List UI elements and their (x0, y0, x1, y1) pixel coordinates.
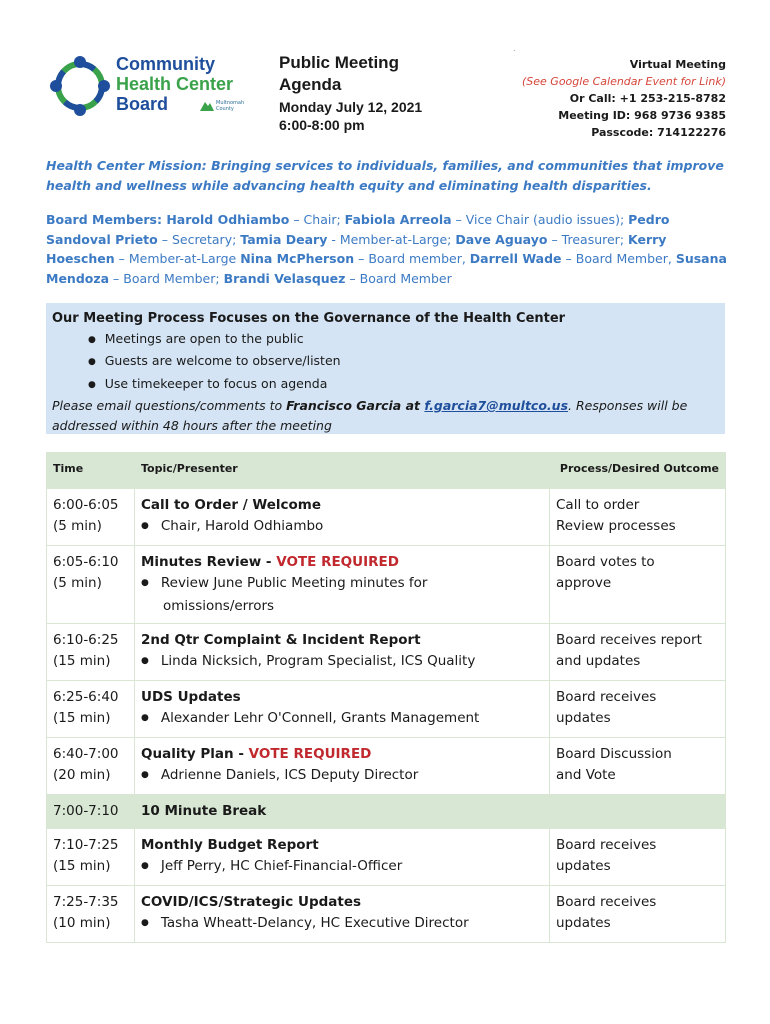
member-name: Dave Aguayo (455, 231, 548, 247)
topic-text: 2nd Qtr Complaint & Incident Report (141, 632, 421, 648)
row-presenter: ● Jeff Perry, HC Chief-Financial-Officer (141, 856, 543, 879)
stray-mark: . (513, 44, 516, 53)
row-time: 6:05-6:10 (53, 554, 119, 570)
row-topic (141, 495, 543, 516)
agenda-table (46, 452, 726, 943)
member-name: Harold Odhiambo (166, 212, 290, 227)
row-duration: (5 min) (53, 575, 102, 591)
row-presenter: ● Linda Nicksich, Program Specialist, ICS Quality (141, 651, 543, 674)
row-outcome: updates (556, 710, 611, 726)
member-role: – Vice Chair (audio issues); (451, 212, 629, 227)
virtual-label: Virtual Meeting (629, 58, 726, 71)
break-row (47, 795, 726, 829)
email-pre: Please email questions/comments to (52, 398, 287, 413)
member-name: Tamia Deary (240, 231, 328, 247)
member-name: Susana Mendoza (46, 251, 727, 286)
row-outcome: Board receives report (556, 632, 702, 648)
member-role: – Treasurer; (547, 231, 629, 247)
row-presenter: ● Adrienne Daniels, ICS Deputy Director (141, 765, 543, 788)
title-line-1: Public Meeting (279, 53, 399, 72)
row-outcome: Review processes (556, 518, 676, 534)
member-role: – Board Member (345, 270, 452, 286)
process-list (52, 329, 719, 397)
row-time: 7:25-7:35 (53, 894, 119, 910)
topic-text: Minutes Review - (141, 554, 277, 570)
table-row (47, 886, 726, 943)
row-presenter: ● Tasha Wheatt-Delancy, HC Executive Director (141, 913, 543, 936)
meeting-date: Monday July 12, 2021 (279, 99, 423, 115)
email-post: . Responses will be addressed within 48 hours after the meeting (52, 398, 688, 433)
header-topic: Topic/Presenter (135, 453, 550, 489)
row-outcome: and Vote (556, 767, 616, 783)
member-name: Kerry Hoeschen (46, 231, 667, 266)
row-topic (141, 744, 543, 765)
member-role: – Chair; (289, 212, 345, 227)
email-link[interactable]: f.garcia7@multco.us (424, 398, 569, 413)
logo-line-2: Health Center (116, 74, 234, 94)
table-row (47, 624, 726, 681)
logo-line-3: Board (116, 94, 169, 114)
row-time: 6:10-6:25 (53, 632, 119, 648)
email-instructions (52, 396, 719, 435)
member-name: Pedro Sandoval Prieto (46, 212, 670, 247)
member-role: – Secretary; (157, 231, 241, 247)
header-outcome: Process/Desired Outcome (550, 453, 726, 489)
row-topic: COVID/ICS/Strategic Updates (141, 894, 362, 910)
member-role: – Board member, (354, 251, 470, 266)
row-duration: (5 min) (53, 518, 102, 534)
county-logo-text: Multnomah County (216, 100, 245, 112)
member-role: – Board Member, (561, 251, 676, 266)
row-outcome: Board receives (556, 837, 657, 853)
row-duration: (20 min) (53, 767, 111, 783)
table-row (47, 681, 726, 738)
row-time: 7:10-7:25 (53, 837, 119, 853)
row-time: 6:25-6:40 (53, 689, 119, 705)
community-circle-icon (48, 54, 112, 118)
row-time: 6:40-7:00 (53, 746, 119, 762)
board-label: Board Members: (46, 212, 167, 227)
row-duration: (15 min) (53, 710, 111, 726)
title-block (279, 52, 479, 134)
meeting-process-box (46, 303, 725, 434)
member-role: – Board Member; (109, 270, 224, 286)
row-outcome: approve (556, 575, 612, 591)
row-outcome: and updates (556, 653, 641, 669)
board-members (46, 210, 736, 288)
member-name: Fabiola Arreola (344, 212, 452, 227)
process-heading: Our Meeting Process Focuses on the Governance of the Health Center (52, 311, 566, 326)
vote-required: VOTE REQUIRED (248, 746, 372, 762)
break-time: 7:00-7:10 (47, 795, 135, 829)
row-topic (141, 630, 543, 651)
row-outcome: Call to order (556, 497, 640, 513)
row-presenter-cont: omissions/errors (163, 598, 275, 614)
process-bullet: ● Guests are welcome to observe/listen (102, 351, 719, 374)
member-name: Darrell Wade (469, 251, 562, 266)
table-row (47, 546, 726, 624)
county-logo-icon (200, 99, 214, 111)
organization-logo (48, 52, 248, 122)
mission-statement: Health Center Mission: Bringing services to individuals, families, and communities that improve health and wellness while advancing health equity and eliminating health disparities. (46, 158, 724, 193)
vote-required: VOTE REQUIRED (276, 554, 399, 570)
process-bullet: ● Meetings are open to the public (102, 329, 719, 352)
topic-text: Call to Order / Welcome (141, 497, 322, 513)
logo-line-1: Community (116, 54, 215, 74)
calendar-note: (See Google Calendar Event for Link) (522, 75, 726, 88)
topic-text: Quality Plan - (141, 746, 249, 762)
row-presenter: ● Review June Public Meeting minutes for (141, 573, 543, 596)
table-row (47, 829, 726, 886)
row-presenter: ● Chair, Harold Odhiambo (141, 516, 543, 539)
row-outcome: Board receives (556, 894, 657, 910)
row-topic (141, 687, 543, 708)
meeting-time: 6:00-8:00 pm (279, 117, 365, 133)
row-outcome: updates (556, 858, 611, 874)
contact-name: Francisco Garcia at (286, 398, 425, 413)
row-presenter: ● Alexander Lehr O'Connell, Grants Management (141, 708, 543, 731)
break-label: 10 Minute Break (135, 795, 726, 829)
row-duration: (15 min) (53, 858, 111, 874)
row-topic (141, 552, 543, 573)
row-topic: Monthly Budget Report (141, 837, 319, 853)
member-name: Nina McPherson (240, 251, 355, 266)
row-duration: (15 min) (53, 653, 111, 669)
row-duration: (10 min) (53, 915, 111, 931)
table-row (47, 738, 726, 795)
header-time: Time (47, 453, 135, 489)
row-outcome: Board Discussion (556, 746, 672, 762)
virtual-meeting-info (522, 56, 726, 141)
member-name: Brandi Velasquez (223, 270, 346, 286)
row-outcome: updates (556, 915, 611, 931)
passcode: Passcode: 714122276 (591, 126, 726, 139)
member-role: – Member-at-Large (114, 251, 241, 266)
row-outcome: Board votes to (556, 554, 655, 570)
meeting-id: Meeting ID: 968 9736 9385 (558, 109, 726, 122)
member-role: - Member-at-Large; (327, 231, 456, 247)
process-bullet: ● Use timekeeper to focus on agenda (102, 374, 719, 397)
table-row (47, 489, 726, 546)
call-number: Or Call: +1 253-215-8782 (569, 92, 726, 105)
row-time: 6:00-6:05 (53, 497, 119, 513)
topic-text: UDS Updates (141, 689, 241, 705)
title-line-2: Agenda (279, 75, 342, 94)
row-outcome: Board receives (556, 689, 657, 705)
table-header-row (47, 453, 726, 489)
